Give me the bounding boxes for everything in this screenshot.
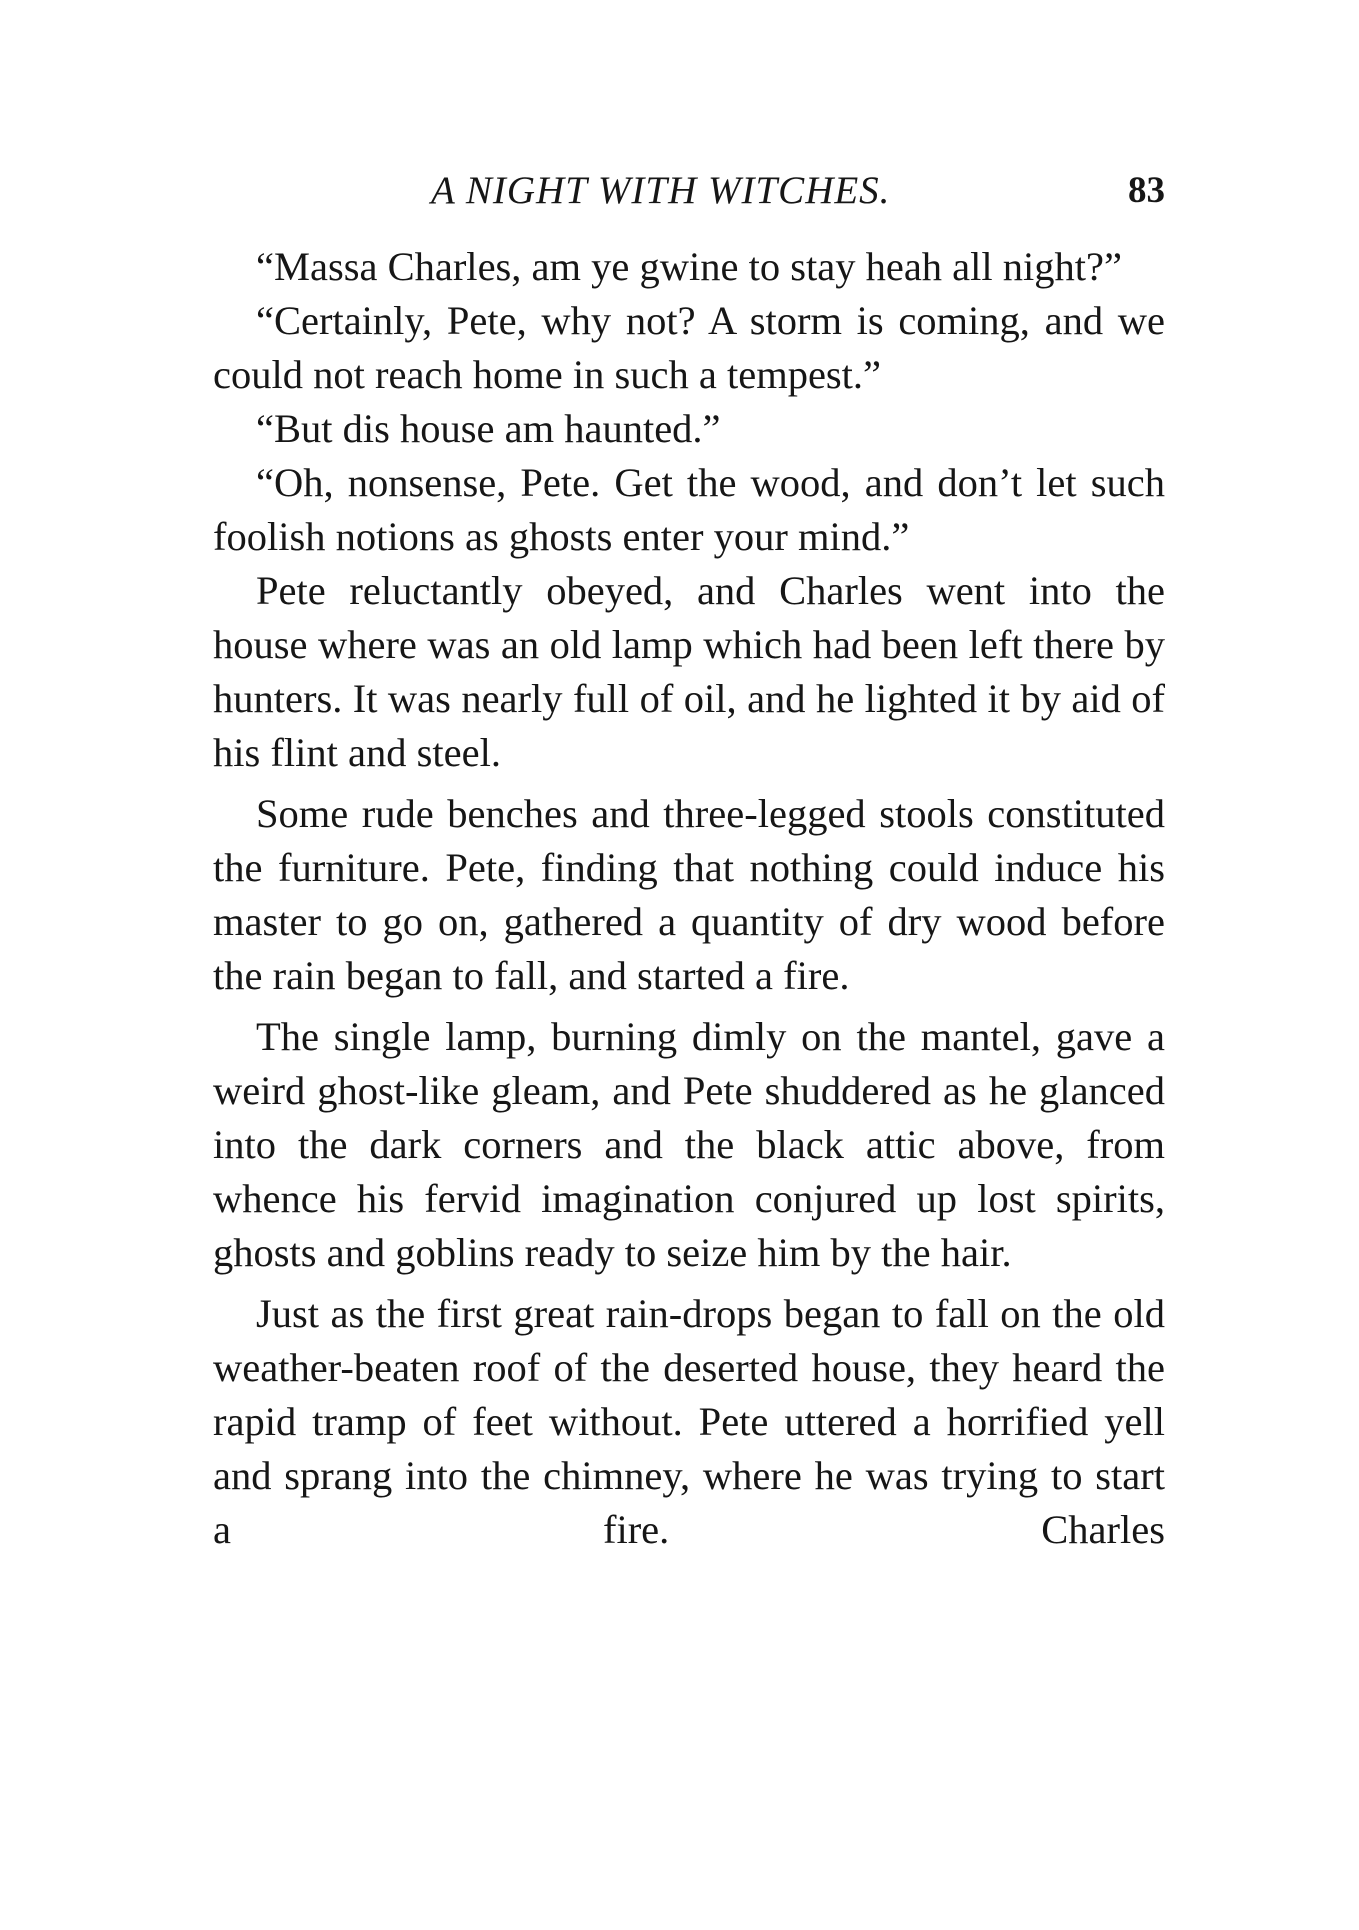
page-number: 83 [1128, 170, 1165, 211]
paragraph: “Massa Charles, am ye gwine to stay heah all night?” [256, 244, 1122, 289]
paragraph: “Certainly, Pete, why not? A storm is coming, and we could not reach home in such a tempest.” [213, 298, 1165, 397]
running-head [213, 166, 1165, 216]
paragraph: Some rude benches and three-legged stools constituted the furniture. Pete, finding that nothing could induce his master to go on, gathered a quantity of dry wood before the rain began to fall, and started a fire. [213, 791, 1165, 998]
paragraph: “But dis house am haunted.” [256, 406, 721, 451]
running-title: A NIGHT WITH WITCHES. [431, 169, 891, 212]
body-text [213, 240, 1165, 1557]
paragraph: “Oh, nonsense, Pete. Get the wood, and don’t let such foolish notions as ghosts enter your mind.” [213, 460, 1165, 559]
paragraph: Pete reluctantly obeyed, and Charles went into the house where was an old lamp which had been left there by hunters. It was nearly full of oil, and he lighted it by aid of his flint and steel. [213, 568, 1165, 775]
paragraph: The single lamp, burning dimly on the mantel, gave a weird ghost-like gleam, and Pete shuddered as he glanced into the dark corners and the black attic above, from whence his fervid imagination conjured up lost spirits, ghosts and goblins ready to seize him by the hair. [213, 1014, 1165, 1275]
paragraph: Just as the first great rain-drops began to fall on the old weather-beaten roof of the deserted house, they heard the rapid tramp of feet without. Pete uttered a horrified yell and sprang into the chimney, where he was trying to start a fire. Charles [213, 1291, 1165, 1552]
